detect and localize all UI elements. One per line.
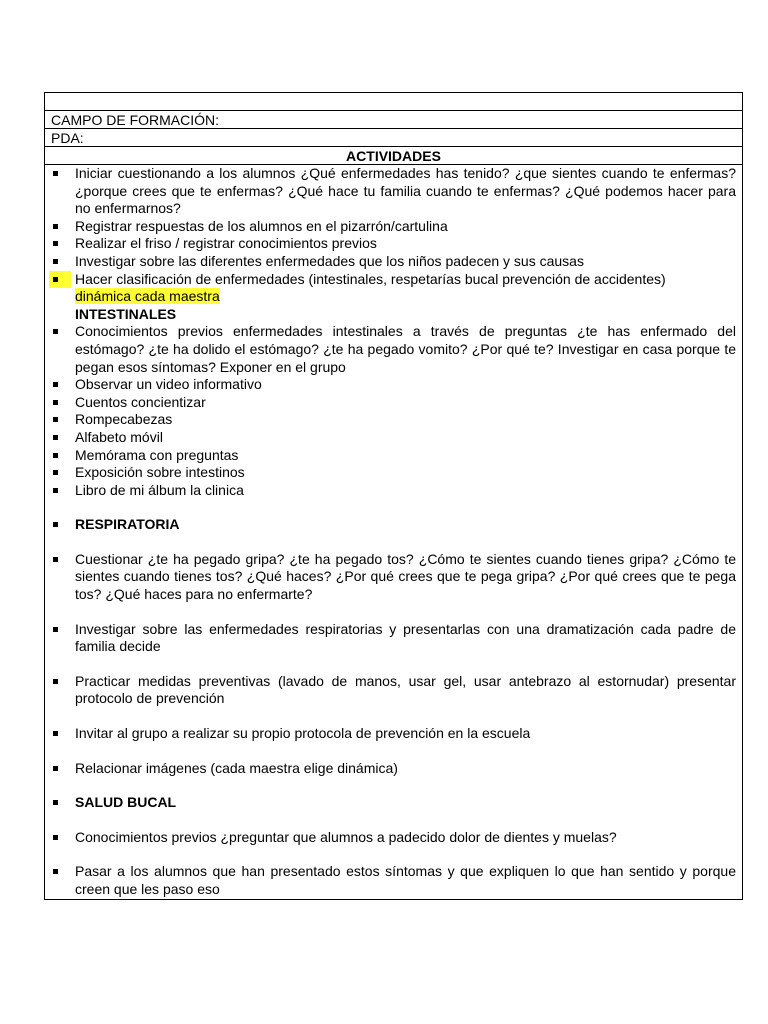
- campo-row: [45, 111, 742, 129]
- bullet-icon: [53, 679, 58, 684]
- pda-label: PDA:: [51, 130, 84, 146]
- list-item: Conocimientos previos enfermedades intestinales a través de preguntas ¿te has enfermado del estómago? ¿te ha dolido el estómago? ¿te ha pegado vomito? ¿Por qué te? Investigar en casa porque te pegan esos síntomas? Exponer en el grupo: [75, 323, 736, 376]
- actividades-title: ACTIVIDADES: [346, 148, 441, 164]
- bullet-icon: [53, 277, 58, 282]
- bullet-icon: [53, 241, 58, 246]
- list-item: Registrar respuestas de los alumnos en el pizarrón/cartulina: [75, 218, 736, 236]
- section-title-respiratoria: RESPIRATORIA: [75, 516, 736, 534]
- bullet-icon: [53, 417, 58, 422]
- list-item: Conocimientos previos ¿preguntar que alumnos a padecido dolor de dientes y muelas?: [75, 829, 736, 847]
- list-item: Investigar sobre las enfermedades respiratorias y presentarlas con una dramatización cada padre de familia decide: [75, 621, 736, 656]
- bullet-icon: [53, 470, 58, 475]
- list-item: Memórama con preguntas: [75, 447, 736, 465]
- list-item: Rompecabezas: [75, 411, 736, 429]
- list-item: Relacionar imágenes (cada maestra elige dinámica): [75, 760, 736, 778]
- list-item-highlighted: Hacer clasificación de enfermedades (intestinales, respetarías bucal prevención de accidentes) dinámica cada maestra: [75, 271, 736, 306]
- actividades-row: [45, 147, 742, 165]
- section-title-intestinales: INTESTINALES: [75, 305, 177, 322]
- bullet-icon: [53, 731, 58, 736]
- bullet-icon: [53, 329, 58, 334]
- campo-label: CAMPO DE FORMACIÓN:: [51, 112, 220, 128]
- bullet-icon: [53, 627, 58, 632]
- list-item: Alfabeto móvil: [75, 429, 736, 447]
- bullet-icon: [53, 488, 58, 493]
- bullet-icon: [53, 869, 58, 874]
- list-item: Cuentos concientizar: [75, 394, 736, 412]
- bullet-icon: [53, 171, 58, 176]
- bullet-icon: [53, 382, 58, 387]
- bullet-icon: [53, 800, 58, 805]
- list-item: Iniciar cuestionando a los alumnos ¿Qué enfermedades has tenido? ¿que sientes cuando te enfermas? ¿porque crees que te enfermas? ¿Qué hace tu familia cuando te enfermas? ¿Qué podemos hacer para no enfermarnos?: [75, 165, 736, 218]
- bullet-icon: [53, 557, 58, 562]
- section-title-salud-bucal: SALUD BUCAL: [75, 794, 736, 812]
- bullet-icon: [53, 224, 58, 229]
- list-item: Investigar sobre las diferentes enfermedades que los niños padecen y sus causas: [75, 253, 736, 271]
- bullet-icon: [53, 435, 58, 440]
- bullet-icon: [53, 453, 58, 458]
- bullet-icon: [53, 522, 58, 527]
- list-item: Observar un video informativo: [75, 376, 736, 394]
- bullet-icon: [53, 766, 58, 771]
- activities-body: [45, 165, 742, 899]
- list-item: Realizar el friso / registrar conocimientos previos: [75, 235, 736, 253]
- list-item: Pasar a los alumnos que han presentado estos síntomas y que expliquen lo que han sentido y porque creen que les paso eso: [75, 863, 736, 898]
- bullet-icon: [53, 259, 58, 264]
- pda-row: [45, 129, 742, 147]
- list-item: Practicar medidas preventivas (lavado de manos, usar gel, usar antebrazo al estornudar) presentar protocolo de prevención: [75, 673, 736, 708]
- activities-list: [75, 165, 736, 899]
- list-item: Invitar al grupo a realizar su propio protocola de prevención en la escuela: [75, 725, 736, 743]
- empty-header-row: [45, 93, 742, 111]
- activities-table: [44, 92, 743, 900]
- list-item: Exposición sobre intestinos: [75, 464, 736, 482]
- bullet-icon: [53, 835, 58, 840]
- list-item: Cuestionar ¿te ha pegado gripa? ¿te ha pegado tos? ¿Cómo te sientes cuando tienes gripa? ¿Cómo te sientes cuando tienes tos? ¿Qué haces? ¿Por qué crees que te pega gripa? ¿Por qué crees que te pega tos? ¿Qué haces para no enfermarte?: [75, 551, 736, 604]
- highlighted-text: dinámica cada maestra: [75, 288, 220, 305]
- list-item: Libro de mi álbum la clinica: [75, 482, 736, 500]
- bullet-icon: [53, 400, 58, 405]
